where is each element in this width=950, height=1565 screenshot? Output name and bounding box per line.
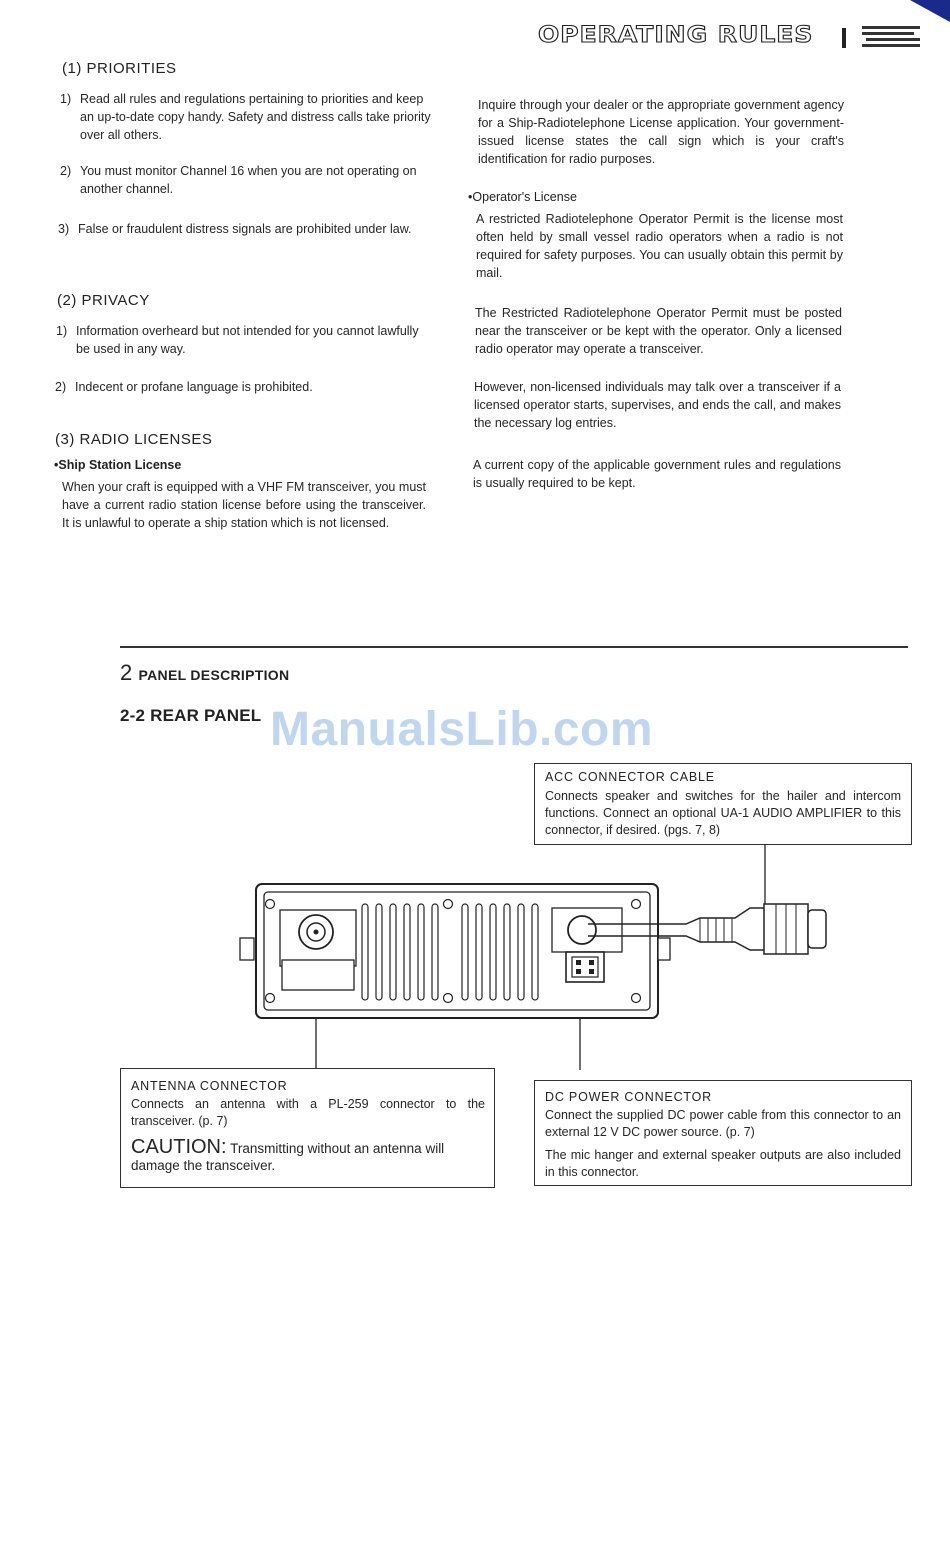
- priorities-item-1: [60, 90, 436, 144]
- page-header-title: OPERATING RULES: [538, 21, 814, 48]
- blank-plate: [282, 960, 354, 990]
- rear-panel-heading: 2-2 REAR PANEL: [120, 706, 262, 725]
- panel-description-heading: [120, 660, 289, 686]
- antenna-connector-pin: [314, 930, 319, 935]
- non-licensed-paragraph: However, non-licensed individuals may talk over a transceiver if a licensed operator starts, supervises, and ends the call, and makes the necessary log entries.: [474, 380, 841, 430]
- privacy-heading: (2) PRIVACY: [57, 292, 150, 309]
- item-text: Indecent or profane language is prohibited.: [75, 380, 313, 394]
- current-copy-paragraph: A current copy of the applicable government rules and regulations is usually required to be kept.: [473, 458, 841, 490]
- dc-power-connector-callout: [534, 1080, 912, 1186]
- cable-ribs: [700, 918, 732, 942]
- priorities-item-2: [60, 162, 436, 198]
- acc-connector-callout: [534, 763, 912, 845]
- right-bracket: [658, 938, 670, 960]
- panel-description-title: PANEL DESCRIPTION: [138, 667, 290, 683]
- priorities-heading: (1) PRIORITIES: [62, 60, 177, 77]
- acc-plug-tip: [808, 910, 826, 948]
- privacy-item-1: [56, 322, 432, 358]
- operator-license-text: A restricted Radiotelephone Operator Permit is the license most often held by small vessel radio operators when a radio is not required for safety purposes. You can usually obtain this permit by mail.: [476, 212, 843, 280]
- item-number: 2): [60, 164, 72, 178]
- inquire-paragraph: Inquire through your dealer or the appropriate government agency for a Ship-Radiotelephone License application. Your government-issued license states the call sign which is your craft's identification for radio purposes.: [478, 98, 844, 166]
- caution-label: CAUTION:: [131, 1136, 227, 1158]
- left-bracket: [240, 938, 254, 960]
- item-number: 2): [55, 380, 67, 394]
- watermark-text: ManualsLib.com: [270, 703, 654, 756]
- item-text: Read all rules and regulations pertaining to priorities and keep an up-to-date copy handy. Safety and distress calls take priority over all others.: [80, 92, 431, 142]
- antenna-connector-callout: [120, 1068, 495, 1188]
- caution-text: Transmitting without an antenna will damage the transceiver.: [131, 1141, 445, 1173]
- acc-connector-socket: [568, 916, 596, 944]
- header-divider-bar: [842, 28, 846, 48]
- restricted-permit-paragraph: The Restricted Radiotelephone Operator Permit must be posted near the transceiver or be kept with the operator. Only a licensed radio operator may operate a transceiver.: [475, 306, 842, 356]
- radio-licenses-heading: (3) RADIO LICENSES: [55, 431, 213, 448]
- acc-connector-text: Connects speaker and switches for the hailer and intercom functions. Connect an optional UA-1 AUDIO AMPLIFIER to this connector, if desired. (pgs. 7, 8): [545, 789, 901, 837]
- dc-connector-inner: [572, 957, 598, 977]
- item-text: You must monitor Channel 16 when you are not operating on another channel.: [80, 164, 417, 196]
- section-number: 2: [120, 660, 133, 685]
- item-number: 1): [56, 324, 68, 338]
- dc-power-connector-note: The mic hanger and external speaker outputs are also included in this connector.: [545, 1148, 901, 1179]
- item-text: False or fraudulent distress signals are prohibited under law.: [78, 222, 412, 236]
- privacy-item-2: [55, 378, 431, 396]
- operator-title-text: Operator's License: [472, 190, 577, 204]
- item-text: Information overheard but not intended for you cannot lawfully be used in any way.: [76, 324, 419, 356]
- antenna-caution: [131, 1136, 485, 1174]
- dc-power-connector-title: DC POWER CONNECTOR: [545, 1090, 712, 1104]
- manufacturer-logo-icon: [860, 24, 922, 50]
- ship-station-license-text: When your craft is equipped with a VHF FM transceiver, you must have a current radio station license before using the transceiver. It is unlawful to operate a ship station which is not licensed.: [62, 480, 426, 530]
- item-number: 1): [60, 92, 72, 106]
- section-divider: [120, 646, 908, 648]
- acc-connector-title: ACC CONNECTOR CABLE: [545, 770, 715, 784]
- ship-station-title-text: Ship Station License: [58, 458, 182, 472]
- corner-mark-icon: [910, 0, 950, 22]
- antenna-connector-text: Connects an antenna with a PL-259 connector to the transceiver. (p. 7): [131, 1097, 485, 1128]
- operator-license-title: •Operator's License: [468, 190, 577, 204]
- dc-power-connector-text: Connect the supplied DC power cable from this connector to an external 12 V DC power source. (p. 7): [545, 1108, 901, 1139]
- priorities-item-3: [58, 220, 434, 238]
- rear-panel-diagram: [230, 840, 830, 1070]
- item-number: 3): [58, 222, 70, 236]
- ship-station-license-title: •Ship Station License: [54, 458, 182, 472]
- antenna-connector-title: ANTENNA CONNECTOR: [131, 1079, 288, 1093]
